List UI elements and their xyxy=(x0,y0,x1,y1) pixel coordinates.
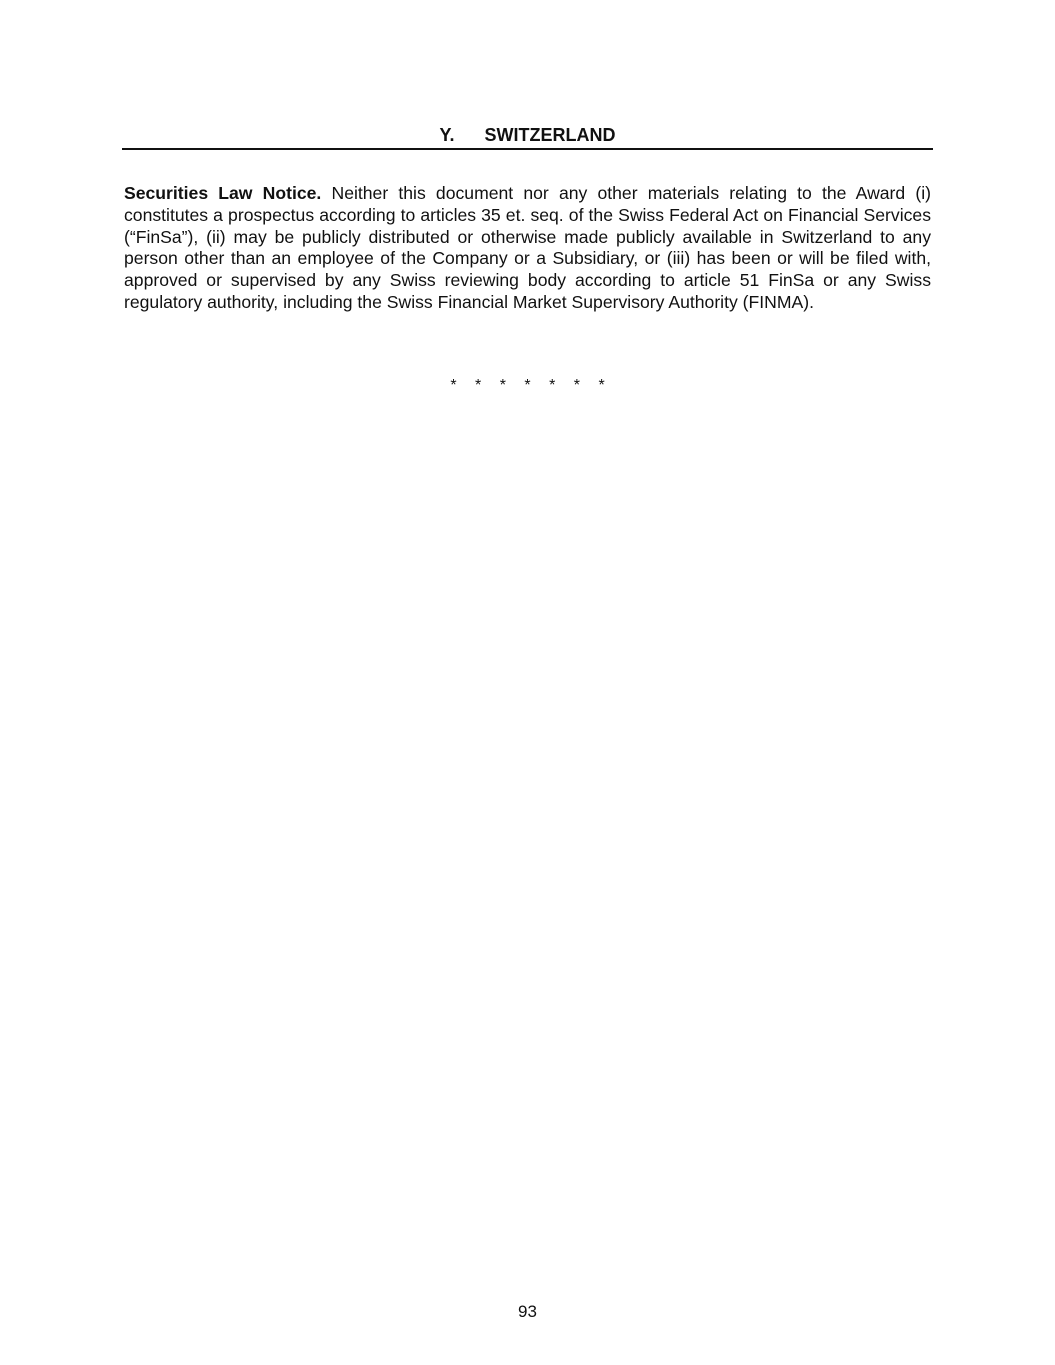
asterisk: * xyxy=(549,377,556,394)
section-heading xyxy=(122,124,933,150)
securities-law-notice-paragraph xyxy=(124,183,931,314)
asterisk: * xyxy=(573,377,580,394)
page-number: 93 xyxy=(518,1302,537,1321)
asterisk: * xyxy=(598,377,605,394)
section-title: SWITZERLAND xyxy=(484,125,616,145)
end-of-section-separator xyxy=(0,376,1055,396)
notice-lead-heading: Securities Law Notice. xyxy=(124,183,322,203)
asterisk: * xyxy=(524,377,531,394)
section-letter: Y. xyxy=(439,125,455,145)
asterisk: * xyxy=(499,377,506,394)
notice-body-text: Neither this document nor any other materials relating to the Award (i) constitutes a prospectus according to articles 35 et. seq. of the Swiss Federal Act on Financial Services (“FinSa”), (ii) may be publicly distributed or otherwise made publicly available in Switzerland to any person other than an employee of the Company or a Subsidiary, or (iii) has been or will be filed with, approved or supervised by any Swiss reviewing body according to article 51 FinSa or any Swiss regulatory authority, including the Swiss Financial Market Supervisory Authority (FINMA). xyxy=(124,183,931,312)
asterisk: * xyxy=(475,377,482,394)
asterisk: * xyxy=(450,377,457,394)
